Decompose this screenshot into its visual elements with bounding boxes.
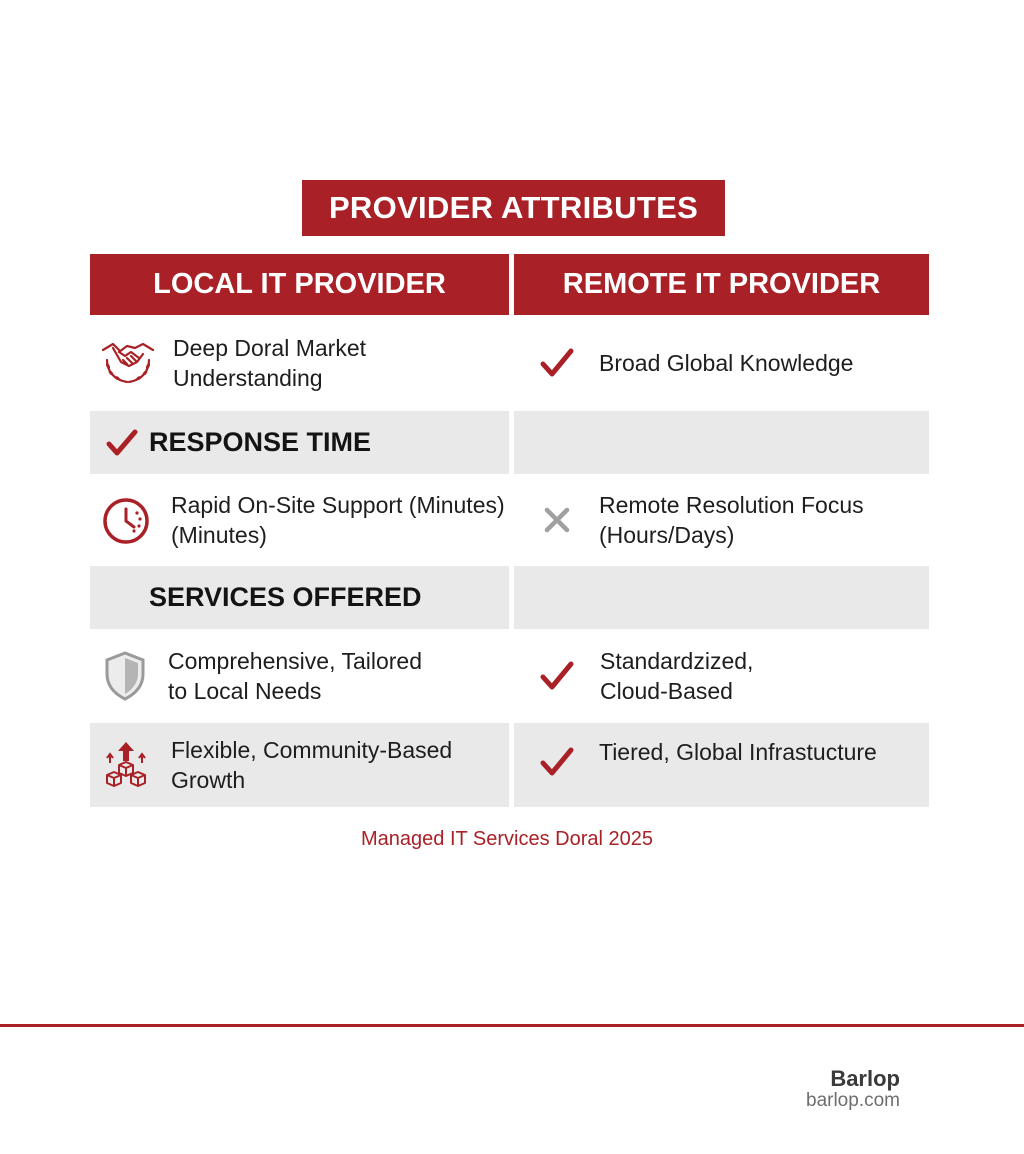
cell-remote-response [514, 477, 929, 563]
section-response-label: RESPONSE TIME [149, 427, 372, 457]
remote-services-line1: Standardzized, [600, 648, 754, 674]
section-response-time [90, 411, 509, 474]
local-growth-line2: Growth [171, 767, 246, 793]
stopwatch-icon [100, 494, 152, 546]
remote-market-line1: Broad Global Knowledge [599, 350, 854, 376]
column-header-remote: REMOTE IT PROVIDER [514, 254, 929, 315]
section-services-offered [90, 566, 509, 629]
cell-remote-services [514, 632, 929, 720]
cell-local-response [90, 477, 509, 563]
remote-services-line2: Cloud-Based [600, 678, 733, 704]
local-market-line1: Deep Doral Market [173, 335, 367, 361]
remote-growth-line1: Tiered, Global Infrastucture [599, 739, 877, 765]
cell-local-services [90, 632, 509, 720]
checkmark-icon [538, 743, 576, 781]
brand-url[interactable]: barlop.com [806, 1090, 900, 1111]
column-header-local: LOCAL IT PROVIDER [90, 254, 509, 315]
cell-local-market [90, 318, 509, 408]
remote-response-line1: Remote Resolution Focus [599, 492, 864, 518]
section-services-empty [514, 566, 929, 629]
checkmark-icon [104, 426, 140, 460]
local-response-line2: (Minutes) [171, 522, 267, 548]
local-response-line1: Rapid On-Site Support (Minutes) [171, 492, 505, 518]
section-response-empty [514, 411, 929, 474]
remote-response-line2: (Hours/Days) [599, 522, 735, 548]
checkmark-icon [538, 657, 576, 695]
cell-remote-growth [514, 723, 929, 807]
page-title: PROVIDER ATTRIBUTES [302, 180, 725, 236]
local-services-line1: Comprehensive, Tailored [168, 648, 422, 674]
section-services-label: SERVICES OFFERED [149, 582, 422, 612]
brand-name: Barlop [830, 1066, 900, 1091]
local-growth-line1: Flexible, Community-Based [171, 737, 453, 763]
growth-boxes-icon [100, 738, 152, 792]
local-market-line2: Understanding [173, 365, 323, 391]
handshake-laurel-icon [98, 333, 158, 393]
footer-divider [0, 1024, 1024, 1027]
cross-icon [540, 503, 574, 537]
local-services-line2: to Local Needs [168, 678, 322, 704]
cell-local-growth [90, 723, 509, 807]
footer-caption: Managed IT Services Doral 2025 [360, 828, 653, 850]
cell-remote-market [514, 318, 929, 408]
checkmark-icon [538, 344, 576, 382]
shield-icon [102, 649, 148, 703]
